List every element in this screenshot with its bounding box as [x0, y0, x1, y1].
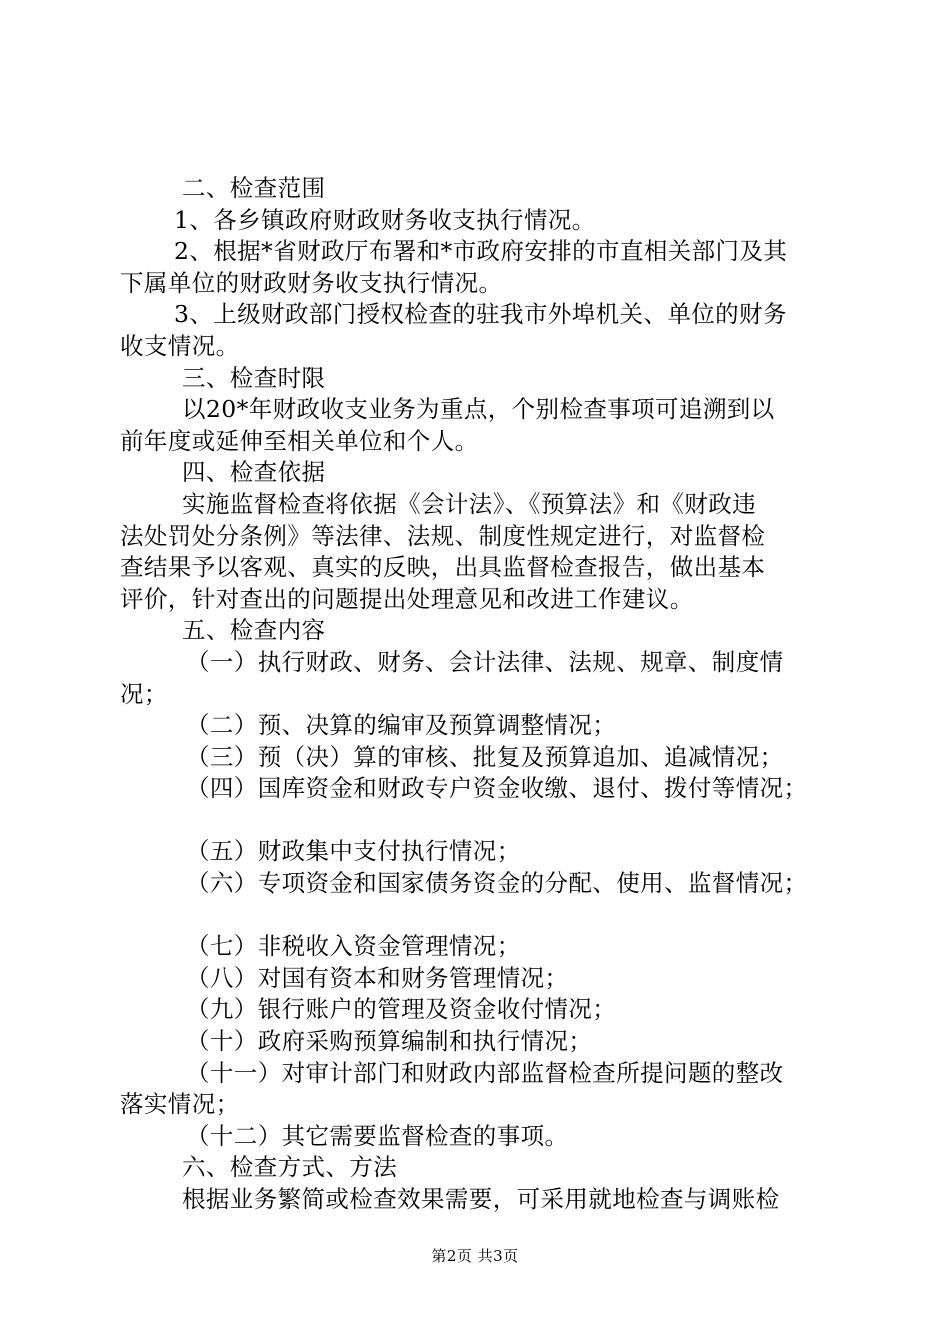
- list-item: （九）银行账户的管理及资金收付情况；: [186, 995, 617, 1024]
- list-item: （八）对国有资本和财务管理情况；: [186, 963, 569, 992]
- paragraph-line: 评价，针对查出的问题提出处理意见和改进工作建议。: [120, 584, 694, 613]
- list-item: （七）非税收入资金管理情况；: [186, 932, 521, 961]
- document-body: [120, 173, 835, 1216]
- paragraph-line: 以20*年财政收支业务为重点，个别检查事项可追溯到以: [182, 395, 775, 424]
- page-number-footer: 第2页 共3页: [431, 1247, 519, 1265]
- list-item: （十一）对审计部门和财政内部监督检查所提问题的整改: [186, 1058, 784, 1087]
- paragraph-line: 2、根据*省财政厅布署和*市政府安排的市直相关部门及其: [174, 237, 788, 266]
- section-heading-time-limit: 三、检查时限: [182, 363, 326, 392]
- list-item: （五）财政集中支付执行情况；: [186, 837, 521, 866]
- paragraph-line: 下属单位的财政财务收支执行情况。: [120, 268, 503, 297]
- paragraph-line: 查结果予以客观、真实的反映，出具监督检查报告，做出基本: [120, 553, 766, 582]
- list-item-continuation: 落实情况；: [120, 1090, 240, 1119]
- blank-line: [120, 805, 835, 837]
- list-item: （十二）其它需要监督检查的事项。: [186, 1121, 569, 1150]
- paragraph-line: 收支情况。: [120, 331, 240, 360]
- section-heading-basis: 四、检查依据: [182, 458, 326, 487]
- section-heading-scope: 二、检查范围: [182, 174, 326, 202]
- paragraph-line: 实施监督检查将依据《会计法》、《预算法》和《财政违: [182, 489, 756, 518]
- list-item-continuation: 况；: [120, 679, 168, 708]
- list-item: （十）政府采购预算编制和执行情况；: [186, 1027, 593, 1056]
- paragraph-line: 3、上级财政部门授权检查的驻我市外埠机关、单位的财务: [174, 300, 787, 329]
- list-item: （六）专项资金和国家债务资金的分配、使用、监督情况；: [186, 869, 808, 898]
- section-heading-content: 五、检查内容: [182, 616, 326, 645]
- list-item: （三）预（决）算的审核、批复及预算追加、追减情况；: [186, 742, 784, 771]
- paragraph-line: 前年度或延伸至相关单位和个人。: [120, 426, 479, 455]
- paragraph-line: 根据业务繁简或检查效果需要，可采用就地检查与调账检: [182, 1185, 780, 1213]
- section-heading-method: 六、检查方式、方法: [182, 1153, 398, 1182]
- paragraph-line: 1、各乡镇政府财政财务收支执行情况。: [174, 205, 596, 234]
- paragraph-line: 法处罚处分条例》等法律、法规、制度性规定进行，对监督检: [120, 521, 766, 550]
- list-item: （四）国库资金和财政专户资金收缴、退付、拨付等情况；: [186, 774, 808, 803]
- blank-line: [120, 900, 835, 932]
- list-item: （一）执行财政、财务、会计法律、法规、规章、制度情: [186, 647, 784, 676]
- list-item: （二）预、决算的编审及预算调整情况；: [186, 711, 617, 740]
